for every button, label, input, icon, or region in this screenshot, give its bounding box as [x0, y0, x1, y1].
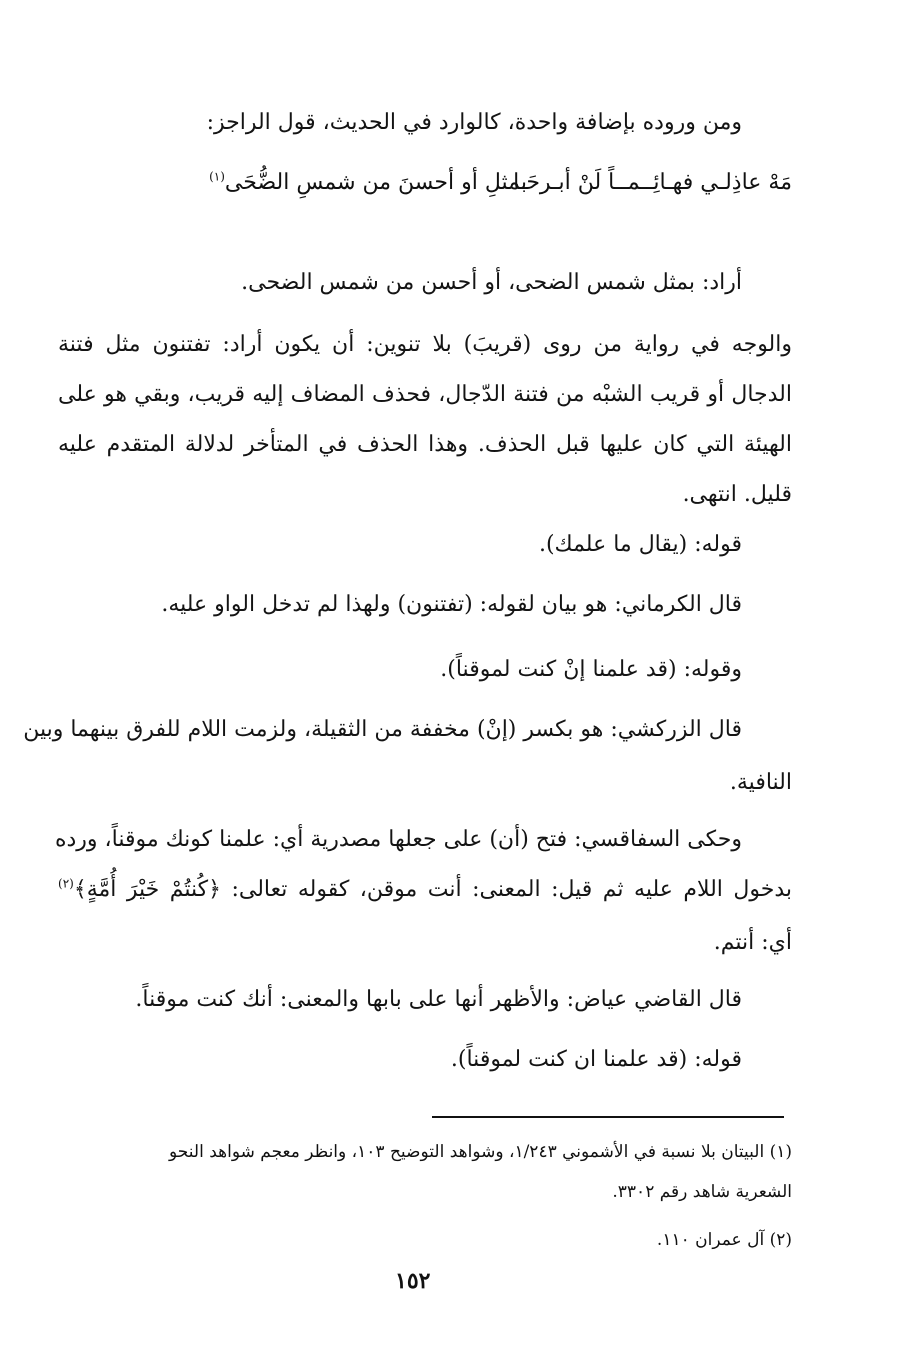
- verse-first-hemistich: مَهْ عاذِلـي فهـائِــمــاً لَنْ أبـرحَـا: [513, 170, 792, 195]
- paragraph-4: قال الكرماني: هو بيان لقوله: (تفتنون) ولهذا لم تدخل الواو عليه.: [161, 592, 742, 617]
- paragraph-3: قوله: (يقال ما علمك).: [538, 532, 742, 557]
- paragraph-2-line-2: الدجال أو قريب الشبْه من فتنة الدّجال، فحذف المضاف إليه قريب، وبقي هو على: [58, 382, 792, 407]
- footnote-ref-2: (٢): [58, 876, 74, 891]
- paragraph-6-line-2: النافية.: [729, 770, 792, 795]
- paragraph-7-line-2: [58, 875, 792, 905]
- intro-line: ومن وروده بإضافة واحدة، كالوارد في الحديث، قول الراجز:: [206, 110, 742, 135]
- footnote-1-line-2: الشعرية شاهد رقم ٣٣٠٢.: [612, 1182, 792, 1202]
- paragraph-7-line-3: أي: أنتم.: [713, 930, 792, 955]
- paragraph-7-line-1: وحكى السفاقسي: فتح (أن) على جعلها مصدرية أي: علمنا كونك موقناً، ورده: [54, 827, 742, 852]
- paragraph-7-line-2-text: بدخول اللام عليه ثم قيل: المعنى: أنت موقن، كقوله تعالى: ﴿كُنتُمْ خَيْرَ أُمَّةٍ﴾: [73, 877, 792, 902]
- paragraph-1: أراد: بمثل شمس الضحى، أو أحسن من شمس الضحى.: [241, 270, 742, 295]
- footnote-2: (٢) آل عمران ١١٠.: [656, 1230, 792, 1250]
- verse-second-hemistich: [209, 168, 527, 198]
- paragraph-6-line-1: قال الزركشي: هو بكسر (إنْ) مخففة من الثقيلة، ولزمت اللام للفرق بينهما وبين: [23, 717, 742, 742]
- paragraph-5: وقوله: (قد علمنا إنْ كنت لموقناً).: [440, 657, 742, 682]
- paragraph-8: قال القاضي عياض: والأظهر أنها على بابها والمعنى: أنك كنت موقناً.: [135, 987, 742, 1012]
- verse-second-text: بمثلِ أو أحسنَ من شمسِ الضُّحَى: [224, 170, 527, 195]
- footnote-ref-1: (١): [209, 169, 225, 184]
- paragraph-2-line-3: الهيئة التي كان عليها قبل الحذف. وهذا الحذف في المتأخر لدلالة المتقدم عليه: [58, 432, 792, 457]
- footnote-1-line-1: (١) البيتان بلا نسبة في الأشموني ١/٢٤٣، وشواهد التوضيح ١٠٣، وانظر معجم شواهد النحو: [169, 1142, 792, 1162]
- footnote-separator: [432, 1116, 784, 1118]
- paragraph-2-line-1: والوجه في رواية من روى (قريبَ) بلا تنوين: أن يكون أراد: تفتنون مثل فتنة: [58, 332, 792, 357]
- paragraph-2-line-4: قليل. انتهى.: [682, 482, 792, 507]
- page-number: ١٥٢: [395, 1268, 431, 1294]
- paragraph-9: قوله: (قد علمنا ان كنت لموقناً).: [450, 1047, 742, 1072]
